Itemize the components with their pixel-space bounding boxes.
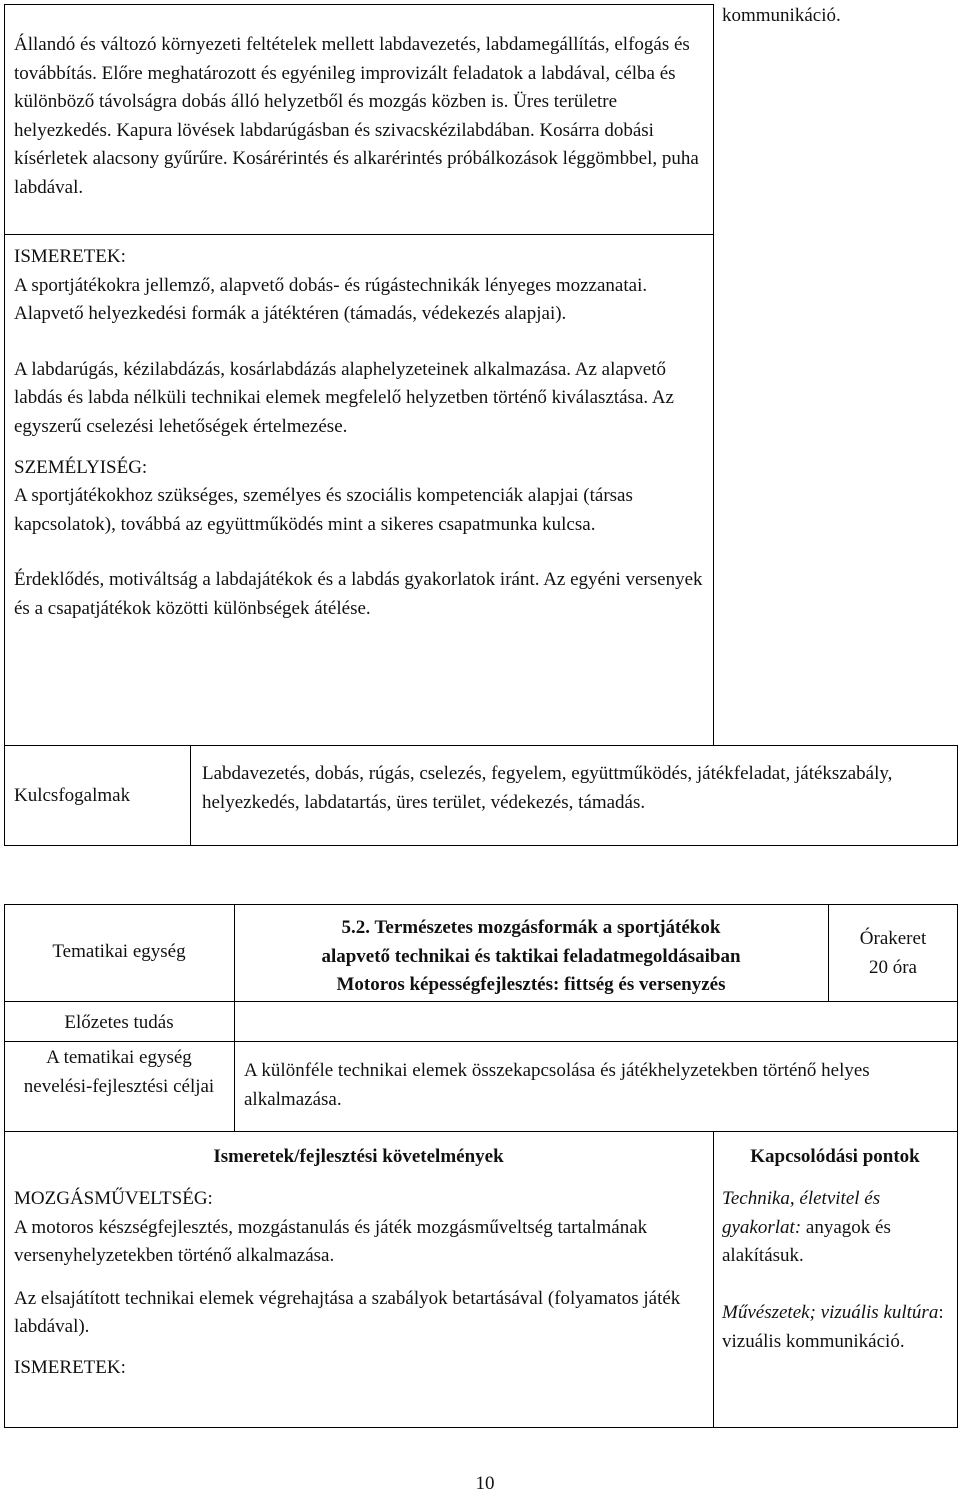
row-divider (4, 1131, 958, 1132)
celjai-text: A különféle technikai elemek összekapcsolása és játékhelyzetekben történő helyes alkalmazása. (244, 1060, 870, 1110)
table-border (4, 4, 5, 846)
kapcsolodas-subject: Technika, életvitel és gyakorlat: (722, 1188, 881, 1238)
mozgas-heading: MOZGÁSMŰVELTSÉG: (14, 1188, 213, 1209)
unit-title-line: alapvető technikai és taktikai feladatmegoldásaiban (321, 945, 741, 967)
table-border (4, 1427, 958, 1428)
table-border (4, 4, 713, 5)
kapcsolodasi-header: Kapcsolódási pontok (750, 1146, 920, 1167)
elozetes-label: Előzetes tudás (64, 1012, 174, 1033)
page-number: 10 (475, 1473, 495, 1494)
unit-title-line: 5.2. Természetes mozgásformák a sportjátékok (341, 917, 721, 938)
ismeretek-heading: ISMERETEK: (14, 246, 126, 267)
kapcsolodas-item (722, 1299, 952, 1356)
ismeretek-header: Ismeretek/fejlesztési követelmények (213, 1146, 504, 1167)
ismeretek-block (14, 243, 704, 624)
column-divider (713, 4, 714, 745)
row-divider (4, 745, 958, 746)
table-border (4, 845, 958, 846)
ismeretek-paragraph: A labdarúgás, kézilabdázás, kosárlabdázás alaphelyzeteinek alkalmazása. Az alapvető labdás és labda nélküli technikai elemek megfelelő helyzetben történő kiválasztása. Az egyszerű cselezési lehetőségek értelmezése. (14, 358, 674, 437)
column-divider (713, 1131, 714, 1428)
mozgas-paragraph: Az elsajátított technikai elemek végrehajtása a szabályok betartásával (folyamatos játék labdával). (14, 1287, 681, 1338)
row-divider (4, 1041, 958, 1042)
connection-text: kommunikáció. (722, 5, 841, 26)
mozgas-paragraph: A motoros készségfejlesztés, mozgástanulás és játék mozgásműveltség tartalmának versenyhelyzetekben történő alkalmazása. (14, 1216, 648, 1267)
szemelyiseg-paragraph: Érdeklődés, motiváltság a labdajátékok és a labdás gyakorlatok iránt. Az egyéni versenyek és a csapatjátékok közötti különbségek átélése. (14, 569, 703, 619)
mozgas-block (14, 1185, 704, 1383)
szemelyiseg-paragraph: A sportjátékokhoz szükséges, személyes és szociális kompetenciák alapjai (társas kapcsolatok), továbbá az együttműködés mint a sikeres csapatmunka kulcsa. (14, 485, 633, 535)
unit-title (234, 914, 828, 1000)
szemelyiseg-heading: SZEMÉLYISÉG: (14, 456, 148, 478)
kulcsfogalmak-text: Labdavezetés, dobás, rúgás, cselezés, fegyelem, együttműködés, játékfeladat, játékszabály, helyezkedés, labdatartás, üres terület, védekezés, támadás. (202, 763, 893, 813)
kapcsolodas-subject: Művészetek; vizuális kultúra (722, 1302, 939, 1323)
kapcsolodas-detail: : vizuális kommunikáció. (722, 1302, 944, 1352)
kapcsolodas-item (722, 1185, 952, 1271)
celjai-label: A tematikai egység nevelési-fejlesztési céljai (23, 1047, 215, 1097)
orakeret-label: Órakeret (859, 928, 927, 949)
orakeret-cell (828, 925, 958, 982)
kapcsolodas-detail: anyagok és alakításuk. (722, 1216, 891, 1267)
tematikai-label: Tematikai egység (52, 941, 186, 962)
kulcsfogalmak-label: Kulcsfogalmak (14, 785, 131, 806)
unit-title-line: Motoros képességfejlesztés: fittség és versenyzés (336, 974, 726, 996)
orakeret-value: 20 óra (868, 956, 917, 978)
table-border (957, 745, 958, 846)
table-border (4, 904, 958, 905)
activity-text: Állandó és változó környezeti feltételek mellett labdavezetés, labdamegállítás, elfogás és továbbítás. Előre meghatározott és egyénileg improvizált feladatok a labdával, célba és különböző távolságra dobás álló helyzetből és mozgás közben is. Üres területre helyezkedés. Kapura lövések labdarúgásban és szivacskézilabdában. Kosárra dobási kísérletek alacsony gyűrűre. Kosárérintés és alkarérintés próbálkozások léggömbbel, puha labdával. (14, 34, 699, 198)
ismeretek-paragraph: A sportjátékokra jellemző, alapvető dobás- és rúgástechnikák lényeges mozzanatai. Alapvető helyezkedési formák a játéktéren (támadás, védekezés alapjai). (14, 274, 648, 325)
ismeretek-heading: ISMERETEK: (14, 1356, 126, 1378)
table-border (957, 904, 958, 1428)
column-divider (190, 745, 191, 846)
row-divider (4, 1001, 958, 1002)
row-divider (4, 234, 713, 235)
